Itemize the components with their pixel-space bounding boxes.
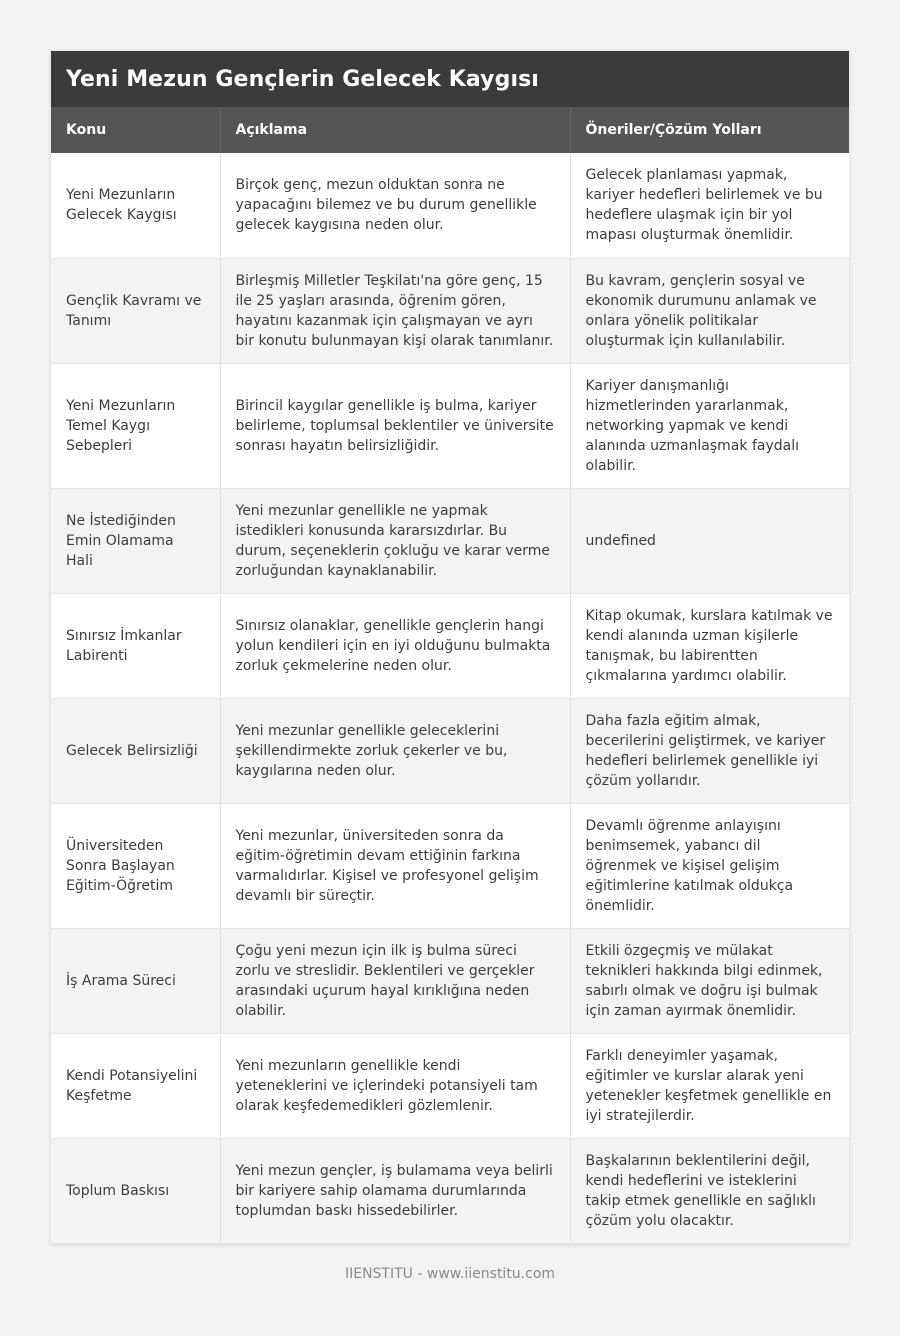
cell-suggestion: Kitap okumak, kurslara katılmak ve kendi alanında uzman kişilerle tanışmak, bu labirentten çıkmalarına yardımcı olabilir. <box>570 593 849 698</box>
header-row <box>51 107 849 153</box>
table-card <box>51 51 849 1244</box>
cell-description: Yeni mezunlar genellikle geleceklerini şekillendirmekte zorluk çekerler ve bu, kaygılarına neden olur. <box>220 698 570 803</box>
cell-topic: Kendi Potansiyelini Keşfetme <box>51 1033 220 1138</box>
column-header-oneriler: Öneriler/Çözüm Yolları <box>570 107 849 153</box>
cell-suggestion: undefined <box>570 488 849 593</box>
cell-topic: Üniversiteden Sonra Başlayan Eğitim-Öğretim <box>51 803 220 928</box>
cell-topic: İş Arama Süreci <box>51 928 220 1033</box>
cell-suggestion: Etkili özgeçmiş ve mülakat teknikleri hakkında bilgi edinmek, sabırlı olmak ve doğru işi bulmak için zaman ayırmak önemlidir. <box>570 928 849 1033</box>
table-row <box>51 488 849 593</box>
cell-topic: Sınırsız İmkanlar Labirenti <box>51 593 220 698</box>
cell-description: Yeni mezun gençler, iş bulamama veya belirli bir kariyere sahip olamama durumlarında toplumdan baskı hissedebilirler. <box>220 1138 570 1243</box>
cell-suggestion: Başkalarının beklentilerini değil, kendi hedeflerini ve isteklerini takip etmek genellikle en sağlıklı çözüm yolu olacaktır. <box>570 1138 849 1243</box>
cell-description: Yeni mezunlar, üniversiteden sonra da eğitim-öğretimin devam ettiğinin farkına varmalıdırlar. Kişisel ve profesyonel gelişim devamlı bir süreçtir. <box>220 803 570 928</box>
table-row <box>51 928 849 1033</box>
table-row <box>51 153 849 258</box>
table-row <box>51 1138 849 1243</box>
cell-topic: Ne İstediğinden Emin Olamama Hali <box>51 488 220 593</box>
table-row <box>51 698 849 803</box>
table-row <box>51 593 849 698</box>
cell-description: Birleşmiş Milletler Teşkilatı'na göre genç, 15 ile 25 yaşları arasında, öğrenim gören, hayatını kazanmak için çalışmayan ve ayrı bir konutu bulunmayan kişi olarak tanımlanır. <box>220 258 570 363</box>
cell-description: Yeni mezunlar genellikle ne yapmak istedikleri konusunda kararsızdırlar. Bu durum, seçeneklerin çokluğu ve karar verme zorluğundan kaynaklanabilir. <box>220 488 570 593</box>
cell-topic: Yeni Mezunların Gelecek Kaygısı <box>51 153 220 258</box>
table-row <box>51 803 849 928</box>
cell-topic: Gençlik Kavramı ve Tanımı <box>51 258 220 363</box>
cell-suggestion: Devamlı öğrenme anlayışını benimsemek, yabancı dil öğrenmek ve kişisel gelişim eğitimlerine katılmak oldukça önemlidir. <box>570 803 849 928</box>
cell-description: Yeni mezunların genellikle kendi yeteneklerini ve içlerindeki potansiyeli tam olarak keşfedemedikleri gözlemlenir. <box>220 1033 570 1138</box>
footer-credit: IIENSTITU - www.iienstitu.com <box>344 1266 556 1282</box>
table-row <box>51 258 849 363</box>
cell-suggestion: Kariyer danışmanlığı hizmetlerinden yararlanmak, networking yapmak ve kendi alanında uzmanlaşmak faydalı olabilir. <box>570 363 849 488</box>
column-header-aciklama: Açıklama <box>220 107 570 153</box>
cell-suggestion: Daha fazla eğitim almak, becerilerini geliştirmek, ve kariyer hedefleri belirlemek genellikle iyi çözüm yollarıdır. <box>570 698 849 803</box>
column-header-konu: Konu <box>51 107 220 153</box>
cell-topic: Toplum Baskısı <box>51 1138 220 1243</box>
table-row <box>51 363 849 488</box>
data-table <box>51 107 849 1244</box>
cell-suggestion: Farklı deneyimler yaşamak, eğitimler ve kurslar alarak yeni yetenekler keşfetmek genellikle en iyi stratejilerdir. <box>570 1033 849 1138</box>
cell-description: Birincil kaygılar genellikle iş bulma, kariyer belirleme, toplumsal beklentiler ve üniversite sonrası hayatın belirsizliğidir. <box>220 363 570 488</box>
cell-description: Sınırsız olanaklar, genellikle gençlerin hangi yolun kendileri için en iyi olduğunu bulmakta zorluk çekmelerine neden olur. <box>220 593 570 698</box>
page-title: Yeni Mezun Gençlerin Gelecek Kaygısı <box>51 51 849 107</box>
cell-suggestion: Gelecek planlaması yapmak, kariyer hedefleri belirlemek ve bu hedeflere ulaşmak için bir yol mapası oluşturmak önemlidir. <box>570 153 849 258</box>
cell-topic: Yeni Mezunların Temel Kaygı Sebepleri <box>51 363 220 488</box>
cell-topic: Gelecek Belirsizliği <box>51 698 220 803</box>
cell-description: Çoğu yeni mezun için ilk iş bulma süreci zorlu ve streslidir. Beklentileri ve gerçekler arasındaki uçurum hayal kırıklığına neden olabilir. <box>220 928 570 1033</box>
table-row <box>51 1033 849 1138</box>
cell-suggestion: Bu kavram, gençlerin sosyal ve ekonomik durumunu anlamak ve onlara yönelik politikalar oluşturmak için kullanılabilir. <box>570 258 849 363</box>
cell-description: Birçok genç, mezun olduktan sonra ne yapacağını bilemez ve bu durum genellikle gelecek kaygısına neden olur. <box>220 153 570 258</box>
